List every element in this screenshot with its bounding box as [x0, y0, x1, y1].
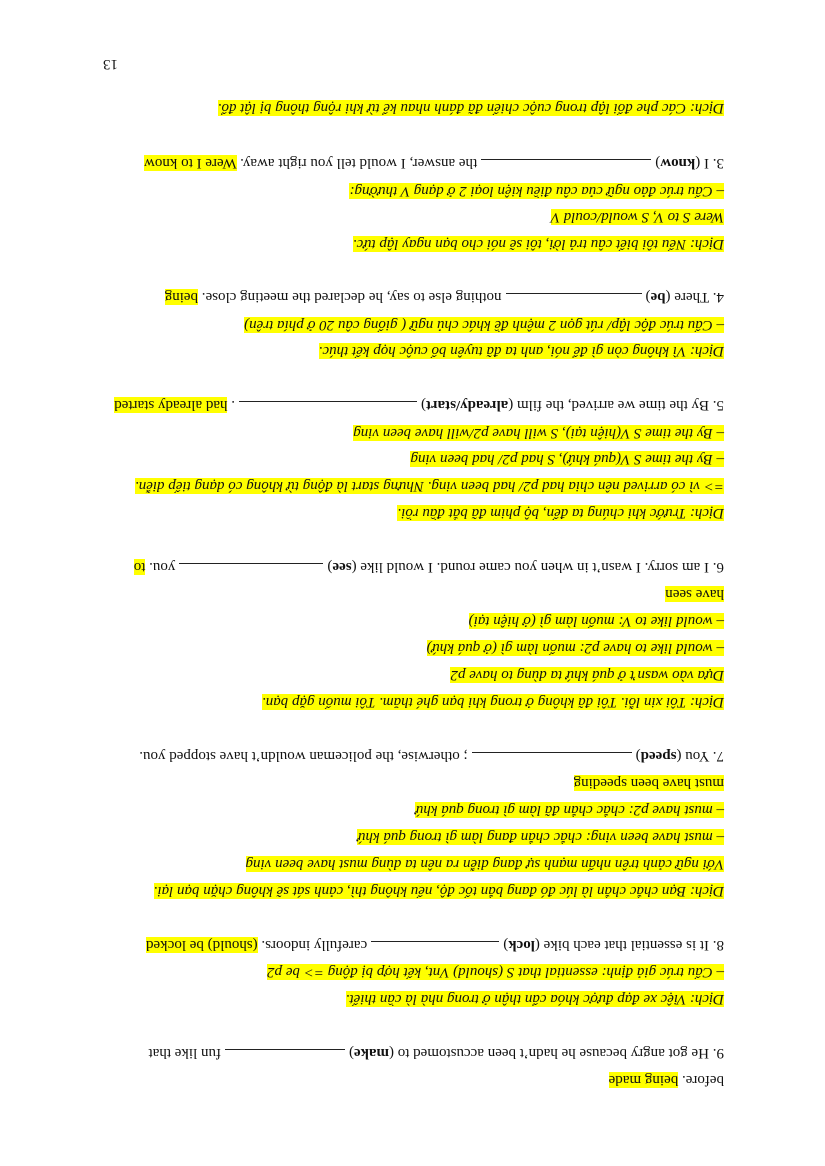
translation-line: Dịch: Các phe đối lập trong cuộc chiến đã đánh nhau kể từ khi rộng thông bị lật đổ.: [217, 100, 724, 116]
answer-blank: [239, 401, 417, 414]
answer-blank: [371, 941, 499, 954]
answer-blank: [225, 1049, 345, 1062]
note-line: – Cấu trúc đảo ngữ của câu điều kiện loại 2 ở dạng V thường:: [349, 183, 724, 199]
note-line: – By the time S V(quá khứ), S had p2/ had been ving: [410, 451, 724, 467]
answer-highlight: (should) be locked: [146, 937, 258, 953]
answer-highlight: Were I to know: [144, 155, 237, 171]
question-9: 9. He got angry because he hadn’t been accustomed to (make)fun like that: [148, 1045, 724, 1061]
question-3: 3. I (know)the answer, I would tell you right away. Were I to know: [144, 155, 724, 171]
note-line: – must have p2: chắc chắn đã làm gì trong quá khứ: [415, 802, 724, 818]
answer-continuation: must have been speeding: [573, 775, 724, 791]
note-line: Were S to V, S would/could V: [550, 209, 724, 225]
question-8: 8. It is essential that each bike (lock)carefully indoors. (should) be locked: [146, 937, 724, 953]
answer-highlight: being: [164, 289, 199, 305]
note-line: – By the time S V(hiện tại), S will have p2/will have been ving: [353, 425, 724, 441]
answer-blank: [506, 293, 642, 306]
answer-continuation: have seen: [665, 586, 724, 602]
translation-line: Dịch: Nếu tôi biết câu trả lời, tôi sẽ nói cho bạn ngay lập tức.: [352, 236, 724, 252]
answer-highlight: had already started: [114, 397, 228, 413]
question-4: 4. There (be)nothing else to say, he declared the meeting close. being: [164, 289, 724, 305]
answer-highlight: being made: [608, 1072, 679, 1088]
page-number: 13: [103, 56, 118, 72]
translation-line: Dịch: Bạn chắc chắn là lúc đó đang bắn tốc độ, nếu không thì, cảnh sát sẽ không chặn bạn lại.: [153, 883, 724, 899]
answer-highlight: to: [133, 559, 146, 575]
translation-line: Dịch: Trước khi chúng ta đến, bộ phim đã bắt đầu rồi.: [397, 505, 724, 521]
note-line: Dựa vào wasn’t ở quá khứ ta dùng to have p2: [450, 667, 724, 683]
translation-line: Dịch: Tôi xin lỗi. Tôi đã không ở trong khi bạn ghé thăm. Tôi muốn gặp bạn.: [261, 694, 724, 710]
question-5: 5. By the time we arrived, the film (already/start). had already started: [114, 397, 724, 413]
translation-line: Dịch: Vì không còn gì để nói, anh ta đã tuyên bố cuộc họp kết thúc.: [318, 343, 724, 359]
translation-line: Dịch: Việc xe đạp được khóa cẩn thận ở trong nhà là cần thiết.: [345, 991, 724, 1007]
note-line: – would like to V: muốn làm gì (ở hiện tại): [468, 613, 724, 629]
note-line: – Cấu trúc giả định: essential that S (should) Vnt, kết hợp bị động => be p2: [267, 964, 724, 980]
answer-blank: [472, 752, 632, 765]
note-line: – must have been ving: chắc chắn đang làm gì trong quá khứ: [357, 829, 724, 845]
note-line: – would like to have p2: muốn làm gì (ở quá khứ): [426, 640, 724, 656]
note-line: – Cấu trúc độc lập/ rút gọn 2 mệnh đề khác chủ ngữ ( giống câu 20 ở phía trên): [244, 317, 724, 333]
question-7: 7. You (speed); otherwise, the policeman wouldn’t have stopped you.: [139, 748, 724, 764]
note-line: Với ngữ cảnh trên nhấn mạnh sự đang diễn ra nên ta dùng must have been ving: [245, 856, 724, 872]
question-6: 6. I am sorry. I wasn’t in when you came round. I would like (see)you. to: [133, 559, 724, 575]
answer-blank: [481, 159, 651, 172]
answer-blank: [179, 563, 323, 576]
note-line: => vì có arrived nên chia had p2/ had been ving. Nhưng start là động từ không có dạng tiếp diễn.: [134, 478, 724, 494]
answer-continuation: before. being made: [608, 1072, 724, 1088]
